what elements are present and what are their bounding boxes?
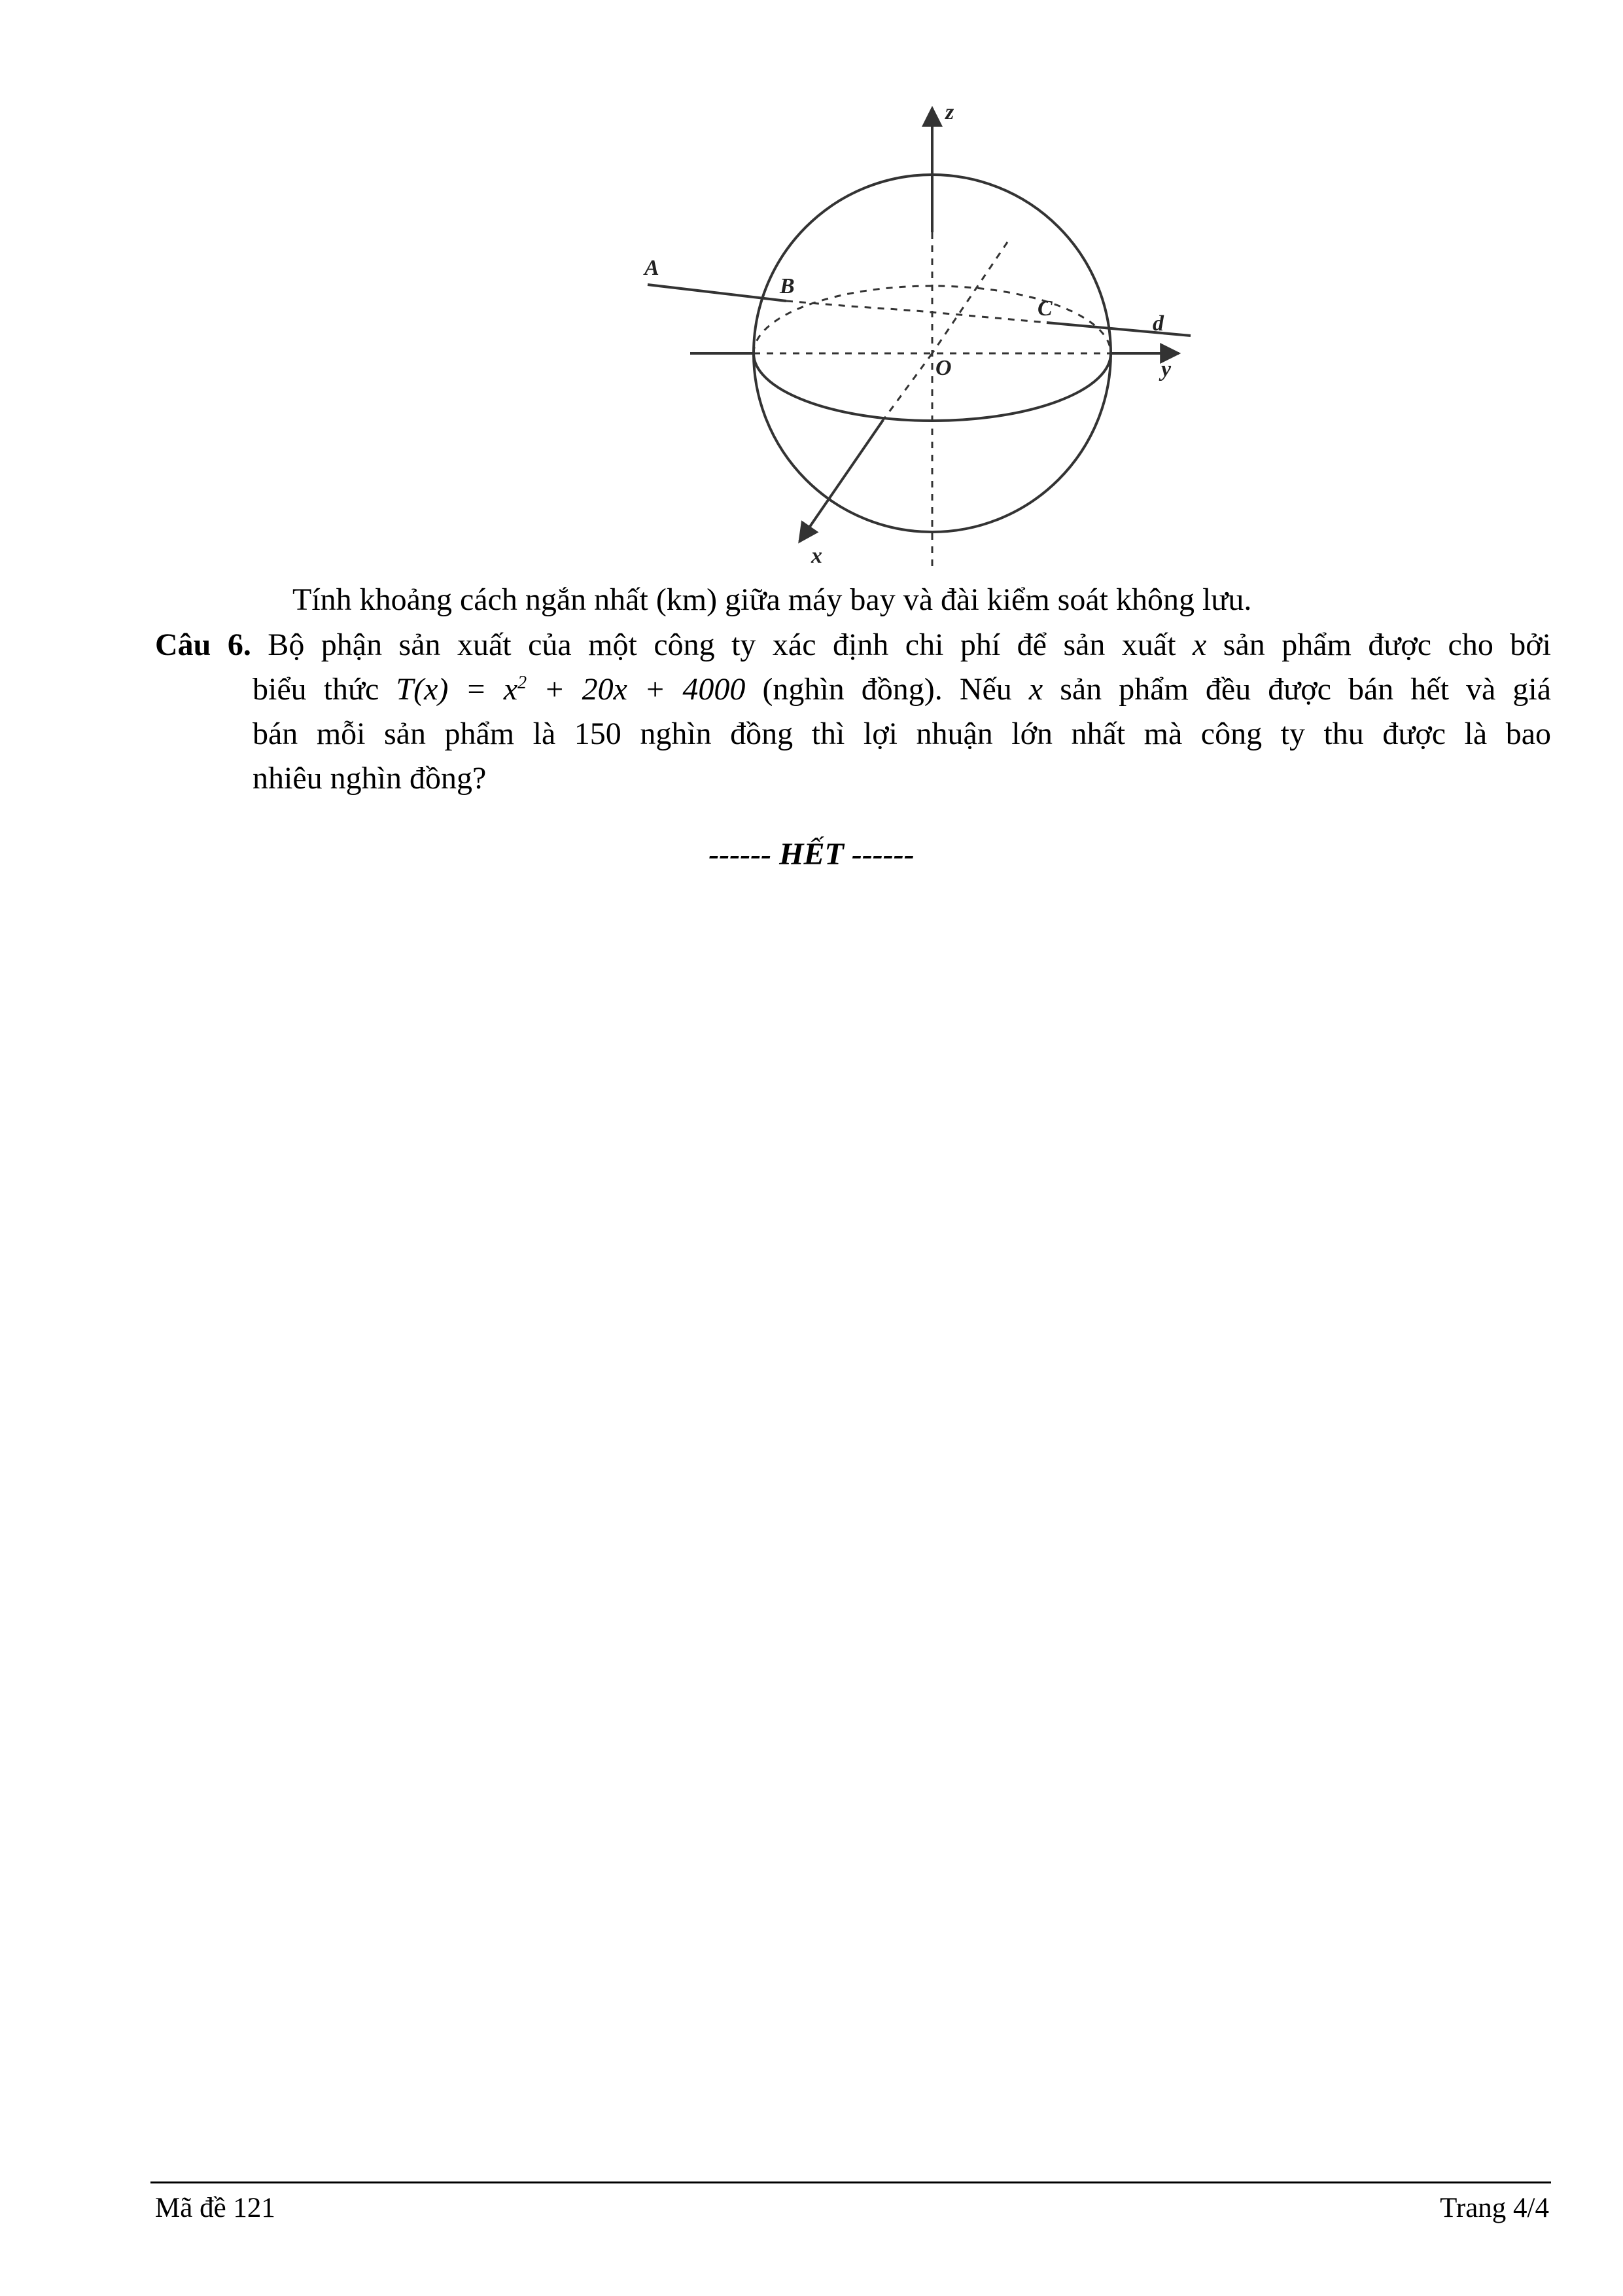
formula-lhs: T(x) = x xyxy=(396,672,518,707)
var-x-2: x xyxy=(1028,672,1043,707)
end-marker: ------ HẾT ------ xyxy=(708,837,915,872)
question6-line2-end: sản phẩm đều được bán hết và giá xyxy=(1060,672,1552,707)
footer-divider xyxy=(150,2181,1551,2183)
footer-exam-code: Mã đề 121 xyxy=(155,2193,275,2223)
footer-page-number: Trang 4/4 xyxy=(1440,2193,1549,2223)
question6-line1-end: sản phẩm được cho bởi xyxy=(1223,627,1552,662)
x-axis-back xyxy=(932,242,1007,353)
line-d-outer-right xyxy=(1047,323,1191,336)
question5-tail: Tính khoảng cách ngắn nhất (km) giữa máy bay và đài kiểm soát không lưu. xyxy=(292,582,1252,617)
label-y: y xyxy=(1161,357,1172,381)
label-a: A xyxy=(644,256,659,280)
formula-exponent: 2 xyxy=(517,673,527,693)
formula-rhs: + 20x + 4000 xyxy=(527,672,746,707)
label-b: B xyxy=(780,274,795,298)
question6-line2-mid: (nghìn đồng). Nếu xyxy=(762,672,1012,707)
line-d-inner xyxy=(786,301,1047,323)
question6-line2 xyxy=(253,667,1551,712)
label-o: O xyxy=(935,356,952,380)
question6-line1 xyxy=(155,623,1551,667)
question6-line1-text: Bộ phận sản xuất của một công ty xác định chi phí để sản xuất xyxy=(268,627,1176,662)
label-x: x xyxy=(811,544,822,568)
label-z: z xyxy=(945,100,954,124)
x-axis-inner xyxy=(883,353,932,420)
label-d: d xyxy=(1153,311,1164,336)
question6-line2-start: biểu thức xyxy=(253,672,379,707)
var-x: x xyxy=(1193,627,1207,662)
question6-label: Câu 6. xyxy=(155,627,251,662)
x-axis xyxy=(799,420,883,542)
question6-line3: bán mỗi sản phẩm là 150 nghìn đồng thì lợi nhuận lớn nhất mà công ty thu được là bao xyxy=(253,716,1551,751)
sphere-diagram xyxy=(589,85,1217,569)
formula xyxy=(396,672,745,707)
question6-line4: nhiêu nghìn đồng? xyxy=(253,761,487,796)
label-c: C xyxy=(1038,296,1053,321)
